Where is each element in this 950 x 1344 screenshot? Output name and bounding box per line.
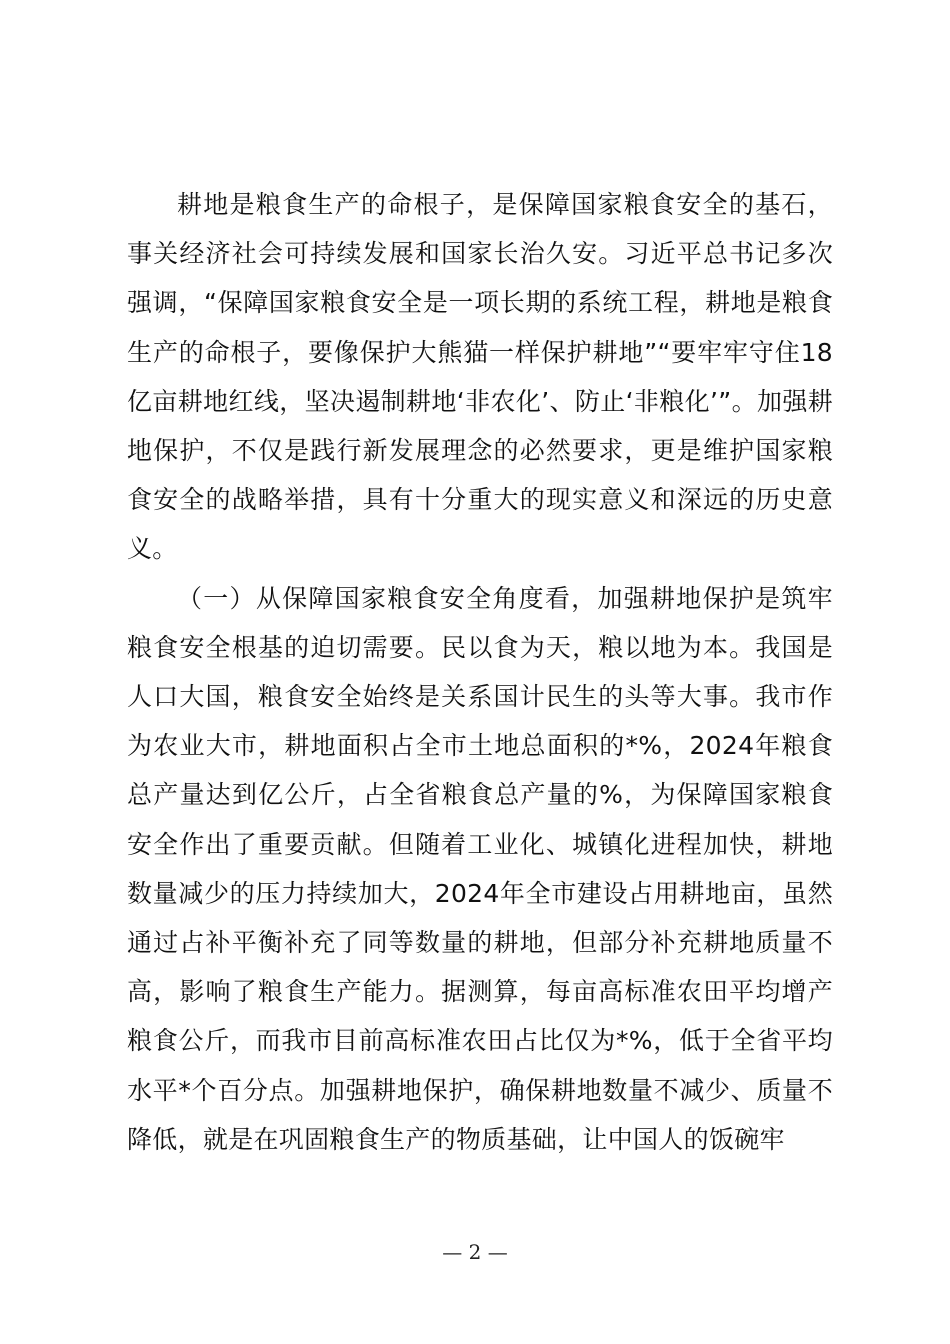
body-text	[127, 180, 833, 1164]
paragraph-2: （一）从保障国家粮食安全角度看，加强耕地保护是筑牢粮食安全根基的迫切需要。民以食为天，粮以地为本。我国是人口大国，粮食安全始终是关系国计民生的头等大事。我市作为农业大市，耕地面积占全市土地总面积的*%，2024年粮食总产量达到亿公斤，占全省粮食总产量的%，为保障国家粮食安全作出了重要贡献。但随着工业化、城镇化进程加快，耕地数量减少的压力持续加大，2024年全市建设占用耕地亩，虽然通过占补平衡补充了同等数量的耕地，但部分补充耕地质量不高，影响了粮食生产能力。据测算，每亩高标准农田平均增产粮食公斤，而我市目前高标准农田占比仅为*%，低于全省平均水平*个百分点。加强耕地保护，确保耕地数量不减少、质量不降低，就是在巩固粮食生产的物质基础，让中国人的饭碗牢	[127, 583, 833, 1154]
page-number: — 2 —	[442, 1240, 508, 1264]
paragraph-1: 耕地是粮食生产的命根子，是保障国家粮食安全的基石，事关经济社会可持续发展和国家长治久安。习近平总书记多次强调，“保障国家粮食安全是一项长期的系统工程，耕地是粮食生产的命根子，要像保护大熊猫一样保护耕地”“要牢牢守住18亿亩耕地红线，坚决遏制耕地‘非农化’、防止‘非粮化’”。加强耕地保护，不仅是践行新发展理念的必然要求，更是维护国家粮食安全的战略举措，具有十分重大的现实意义和深远的历史意义。	[127, 190, 833, 564]
